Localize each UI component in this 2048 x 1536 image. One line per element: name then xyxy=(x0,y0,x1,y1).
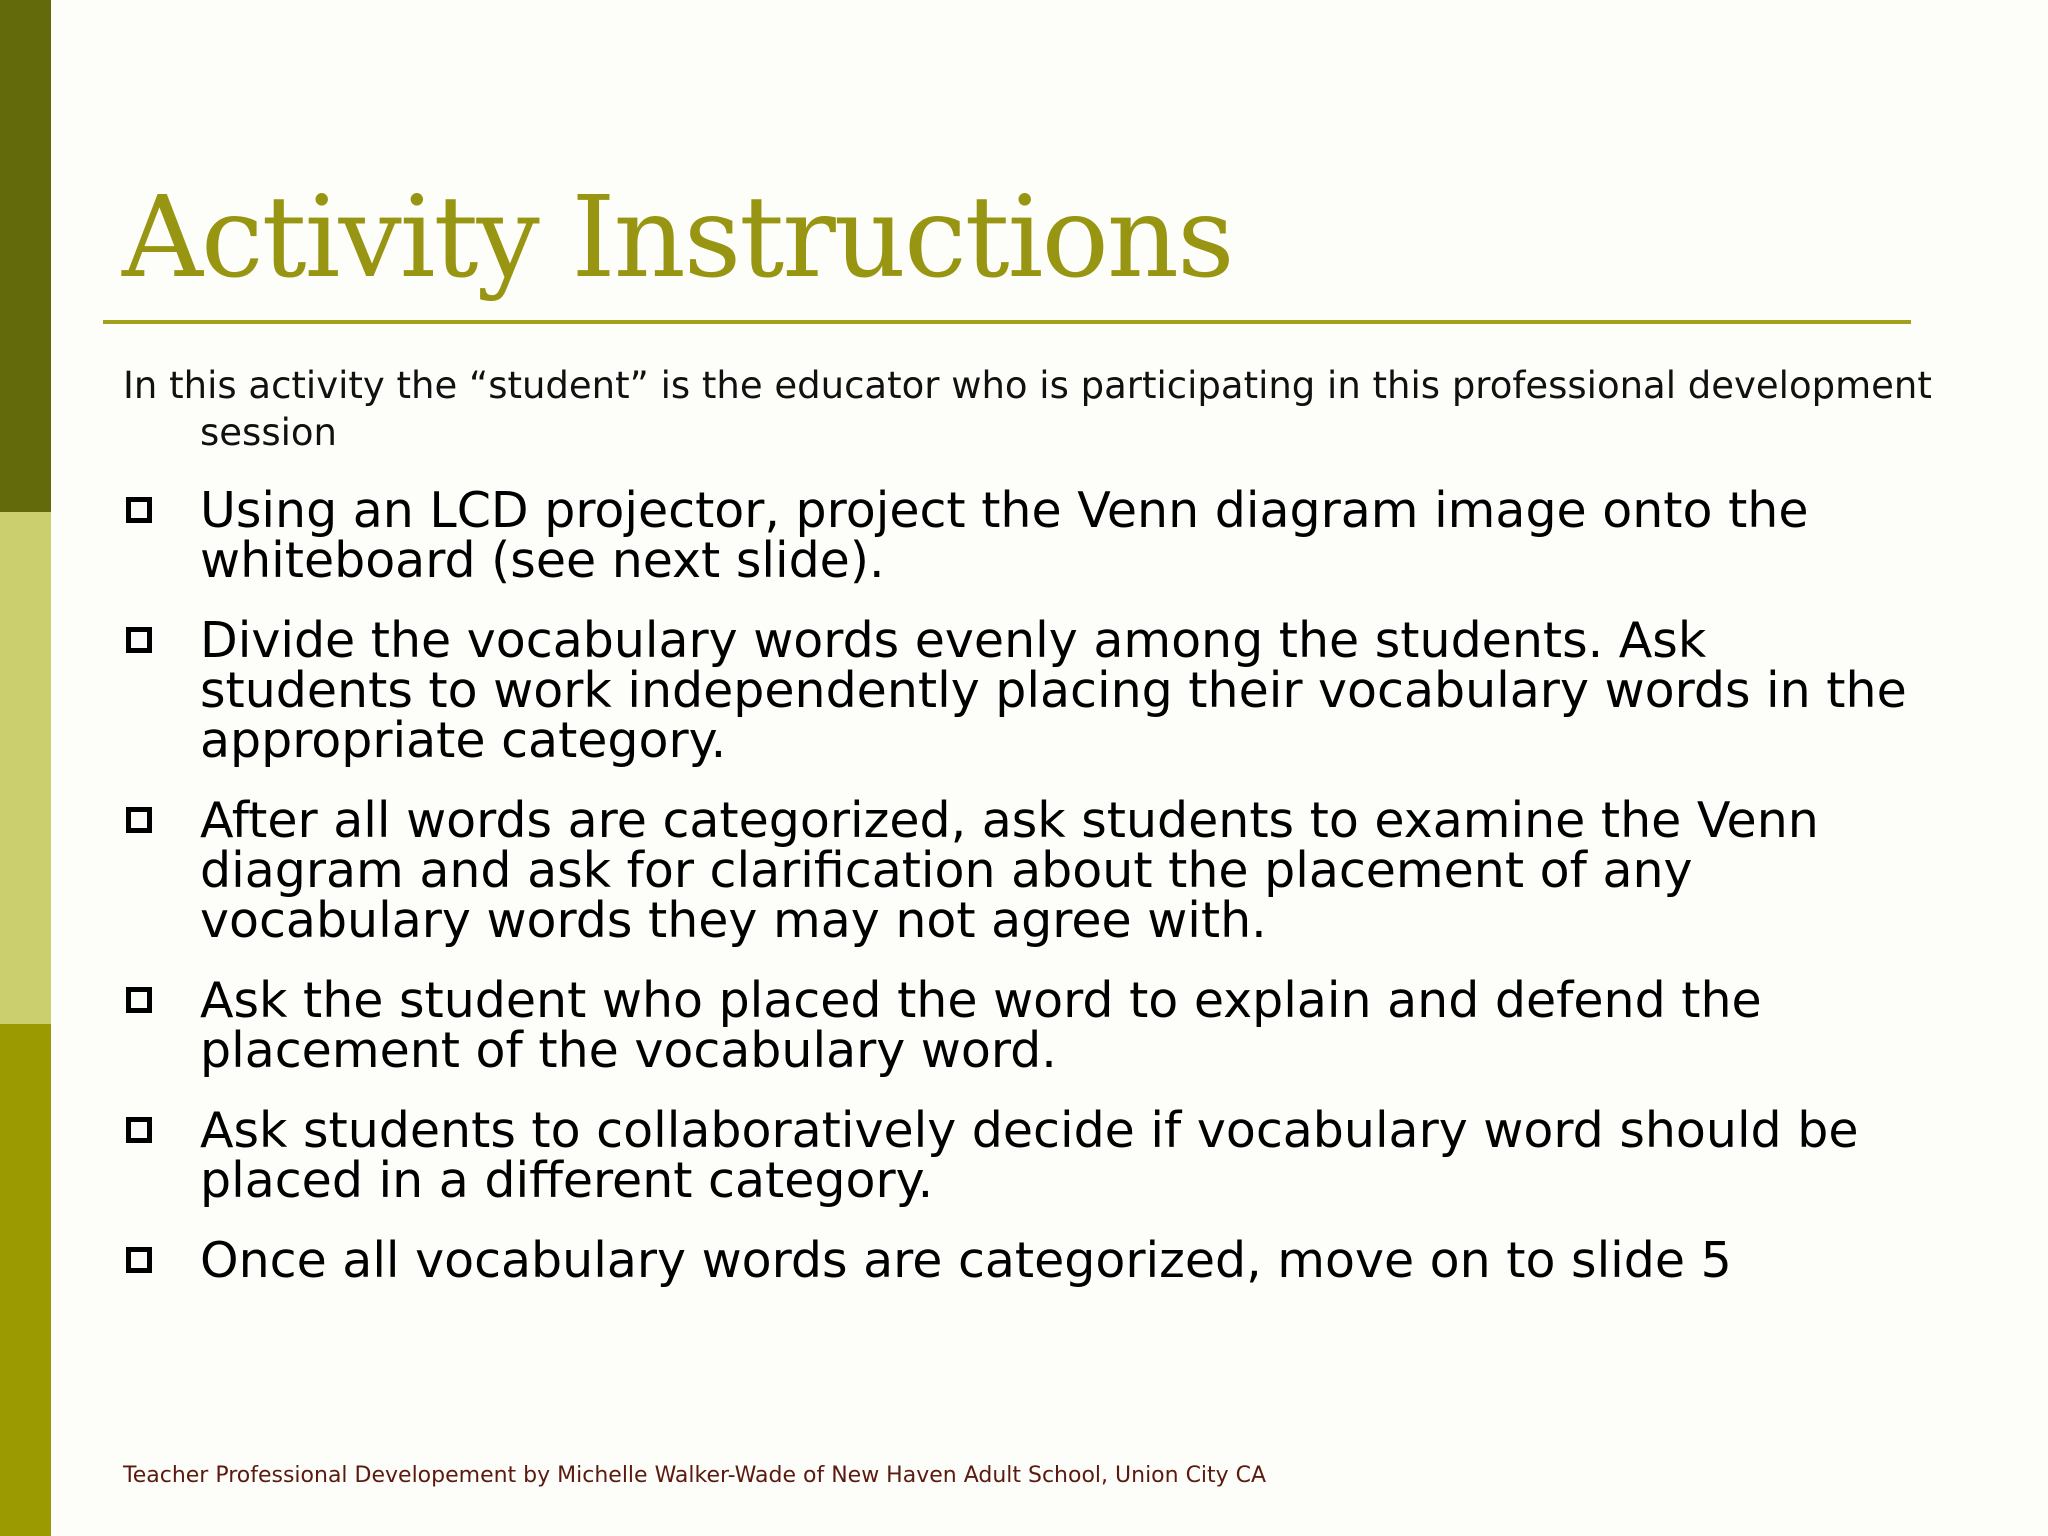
sidebar-segment-dark xyxy=(0,0,51,512)
list-item xyxy=(123,972,1923,1079)
sidebar-segment-light xyxy=(0,512,51,1024)
title-underline xyxy=(103,320,1911,324)
square-bullet-icon xyxy=(126,987,152,1013)
list-item-text: Ask students to collaboratively decide if vocabulary word should be placed in a different category. xyxy=(200,1102,1859,1209)
list-item xyxy=(123,612,1923,769)
list-item-text: Once all vocabulary words are categorized, move on to slide 5 xyxy=(200,1232,1732,1289)
list-item-text: Ask the student who placed the word to explain and defend the placement of the vocabulary word. xyxy=(200,972,1762,1079)
list-item xyxy=(123,792,1923,949)
decorative-sidebar xyxy=(0,0,51,1536)
square-bullet-icon xyxy=(126,627,152,653)
instruction-list xyxy=(123,482,1923,1316)
footer-credit: Teacher Professional Developement by Michelle Walker-Wade of New Haven Adult School, Union City CA xyxy=(123,1463,1267,1488)
square-bullet-icon xyxy=(126,1117,152,1143)
sidebar-segment-olive xyxy=(0,1024,51,1536)
square-bullet-icon xyxy=(126,807,152,833)
square-bullet-icon xyxy=(126,497,152,523)
list-item xyxy=(123,1102,1923,1209)
list-item xyxy=(123,1232,1923,1289)
list-item xyxy=(123,482,1923,589)
slide-title: Activity Instructions xyxy=(122,173,1233,303)
square-bullet-icon xyxy=(126,1247,152,1273)
list-item-text: Using an LCD projector, project the Venn diagram image onto the whiteboard (see next slide). xyxy=(200,482,1809,589)
intro-paragraph: In this activity the “student” is the educator who is participating in this professional development session xyxy=(123,364,1932,454)
list-item-text: Divide the vocabulary words evenly among the students. Ask students to work independently placing their vocabulary words in the appropriate category. xyxy=(200,612,1907,769)
list-item-text: After all words are categorized, ask students to examine the Venn diagram and ask for clarification about the placement of any vocabulary words they may not agree with. xyxy=(200,792,1819,949)
